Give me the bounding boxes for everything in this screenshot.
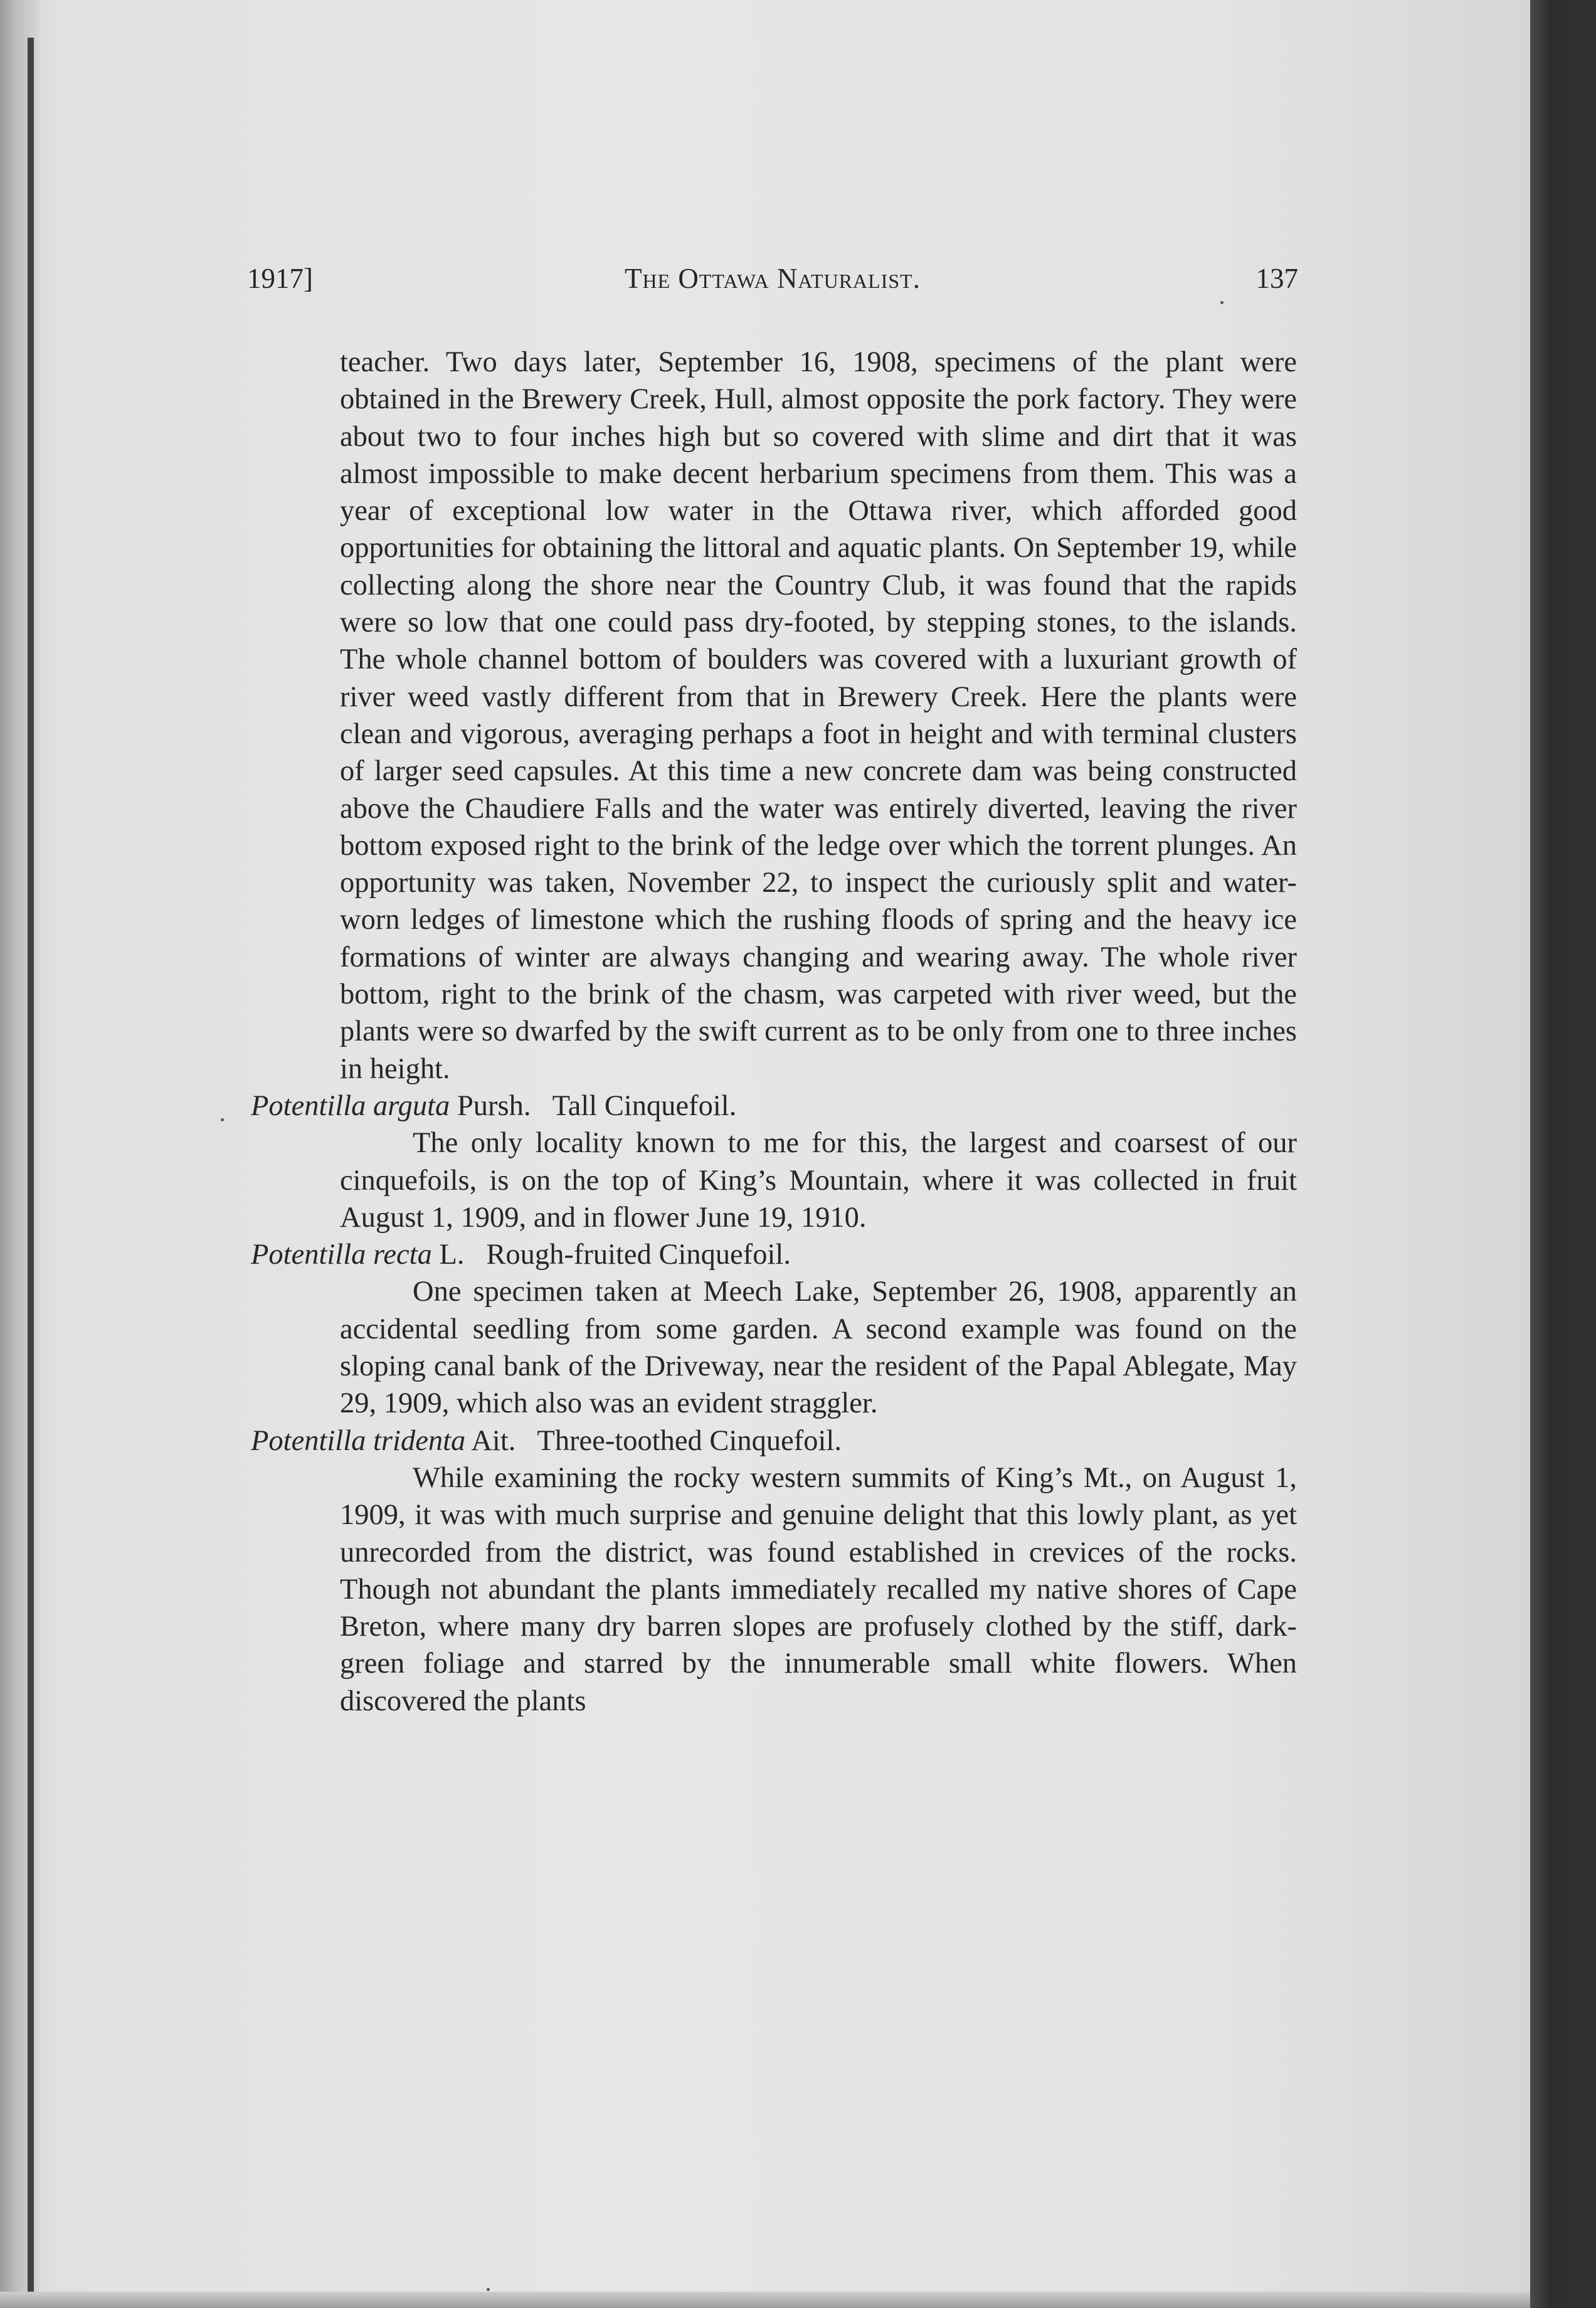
- continued-paragraph: teacher. Two days later, September 16, 1908, specimens of the plant were obtained in the Brewery Creek, Hull, almost opposite the pork factory. They were about two to four inches high but so covered with slime and dirt that it was almost impossible to make decent herbarium specimens from them. This was a year of exceptional low water in the Ottawa river, which afforded good opportunities for obtaining the littoral and aquatic plants. On September 19, while collecting along the shore near the Country Club, it was found that the rapids were so low that one could pass dry-footed, by stepping stones, to the islands. The whole channel bottom of boulders was covered with a luxuriant growth of river weed vastly different from that in Brewery Creek. Here the plants were clean and vigorous, averaging perhaps a foot in height and with terminal clusters of larger seed capsules. At this time a new concrete dam was being constructed above the Chaudiere Falls and the water was entirely diverted, leaving the river bottom exposed right to the brink of the ledge over which the torrent plunges. An opportunity was taken, November 22, to inspect the curiously split and water-worn ledges of limestone which the rushing floods of spring and the heavy ice formations of winter are always changing and wearing away. The whole river bottom, right to the brink of the chasm, was carpeted with river weed, but the plants were so dwarfed by the swift current as to be only from one to three inches in height.: [340, 346, 1297, 1085]
- species-heading: [251, 1236, 1297, 1273]
- species-latin-name: Potentilla tridenta: [251, 1424, 466, 1457]
- page-number: 137: [1255, 263, 1298, 294]
- scan-margin-right: [1530, 0, 1596, 2308]
- speck: [221, 1118, 224, 1121]
- species-authority: Pursh.: [457, 1089, 531, 1122]
- species-authority: L.: [439, 1239, 465, 1271]
- header-year: 1917]: [247, 263, 313, 294]
- species-common-name: Rough-fruited Cinquefoil.: [486, 1239, 791, 1271]
- species-latin-name: Potentilla recta: [251, 1239, 432, 1271]
- species-description: The only locality known to me for this, the largest and coarsest of our cinquefoils, is on the top of King’s Mountain, where it was collected in fruit August 1, 1909, and in flower June 19, 1910.: [340, 1127, 1297, 1234]
- species-heading: [251, 1088, 1297, 1125]
- article-body: [251, 344, 1297, 1720]
- speck: [487, 2288, 490, 2291]
- species-common-name: Three-toothed Cinquefoil.: [537, 1424, 842, 1457]
- species-description: While examining the rocky western summits of King’s Mt., on August 1, 1909, it was with much surprise and genuine delight that this lowly plant, as yet unrecorded from the district, was found established in crevices of the rocks. Though not abundant the plants immediately recalled my native shores of Cape Breton, where many dry barren slopes are profusely clothed by the stiff, dark-green foliage and starred by the innumerable small white flowers. When discovered the plants: [340, 1461, 1297, 1717]
- species-common-name: Tall Cinquefoil.: [552, 1089, 737, 1122]
- species-latin-name: Potentilla arguta: [251, 1089, 450, 1122]
- species-authority: Ait.: [471, 1424, 516, 1457]
- species-description: One specimen taken at Meech Lake, September 26, 1908, apparently an accidental seedling from some garden. A second example was found on the sloping canal bank of the Driveway, near the resident of the Papal Ablegate, May 29, 1909, which also was an evident straggler.: [340, 1276, 1297, 1420]
- binding-edge: [28, 38, 34, 2295]
- running-header: [247, 262, 1298, 306]
- journal-title: The Ottawa Naturalist.: [625, 263, 921, 294]
- scan-margin-bottom: [0, 2292, 1530, 2308]
- species-heading: [251, 1422, 1297, 1459]
